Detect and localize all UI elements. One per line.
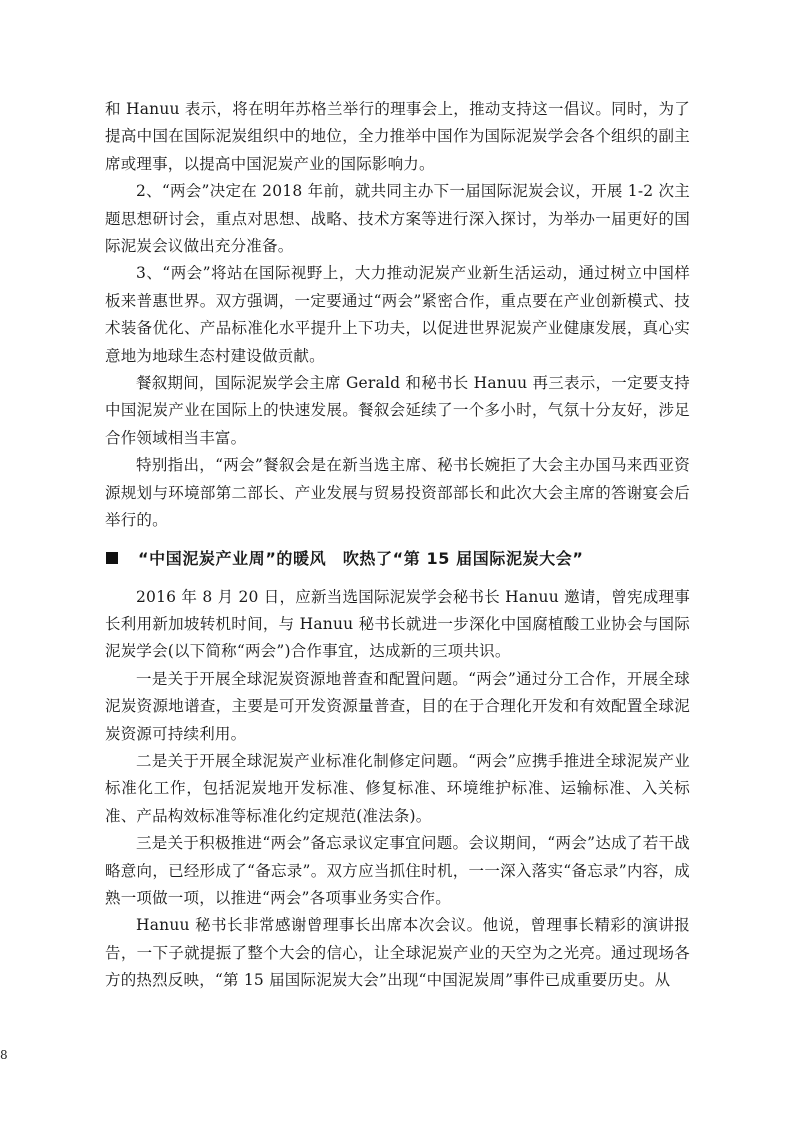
page-body: [105, 96, 690, 995]
paragraph: 2016 年 8 月 20 日，应新当选国际泥炭学会秘书长 Hanuu 邀请，曾宪成理事长利用新加坡转机时间，与 Hanuu 秘书长就进一步深化中国腐植酸工业协会与国际泥炭学会(以下简称“两会”)合作事宜，达成新的三项共识。: [105, 587, 690, 661]
page-number: 8: [0, 1048, 8, 1062]
paragraph: 3、“两会”将站在国际视野上，大力推动泥炭产业新生活运动，通过树立中国样板来普惠世界。双方强调，一定要通过“两会”紧密合作，重点要在产业创新模式、技术装备优化、产品标准化水平提升上下功夫，以促进世界泥炭产业健康发展，真心实意地为地球生态村建设做贡献。: [105, 264, 690, 365]
section-heading: [105, 538, 690, 578]
section-heading-text: “中国泥炭产业周”的暖风 吹热了“第 15 届国际泥炭大会”: [138, 549, 584, 568]
paragraph: 餐叙期间，国际泥炭学会主席 Gerald 和秘书长 Hanuu 再三表示，一定要支持中国泥炭产业在国际上的快速发展。餐叙会延续了一个多小时，气氛十分友好，涉足合作领域相当丰富。: [105, 374, 690, 447]
paragraph: 和 Hanuu 表示，将在明年苏格兰举行的理事会上，推动支持这一倡议。同时，为了提高中国在国际泥炭组织中的地位，全力推举中国作为国际泥炭学会各个组织的副主席或理事，以提高中国泥炭产业的国际影响力。: [105, 100, 690, 173]
paragraph: 二是关于开展全球泥炭产业标准化制修定问题。“两会”应携手推进全球泥炭产业标准化工作，包括泥炭地开发标准、修复标准、环境维护标准、运输标准、入关标准、产品构效标准等标准化约定规范(准法条)。: [105, 751, 690, 825]
paragraph: 一是关于开展全球泥炭资源地普查和配置问题。“两会”通过分工合作，开展全球泥炭资源地谱查，主要是可开发资源量普查，目的在于合理化开发和有效配置全球泥炭资源可持续利用。: [105, 669, 690, 743]
paragraph: 2、“两会”决定在 2018 年前，就共同主办下一届国际泥炭会议，开展 1-2 次主题思想研讨会，重点对思想、战略、技术方案等进行深入探讨，为举办一届更好的国际泥炭会议做出充分准备。: [105, 182, 690, 256]
paragraph: 三是关于积极推进“两会”备忘录议定事宜问题。会议期间，“两会”达成了若干战略意向，已经形成了“备忘录”。双方应当抓住时机，一一深入落实“备忘录”内容，成熟一项做一项，以推进“两会”各项事业务实合作。: [105, 834, 690, 907]
paragraph: Hanuu 秘书长非常感谢曾理事长出席本次会议。他说，曾理事长精彩的演讲报告，一下子就提振了整个大会的信心，让全球泥炭产业的天空为之光亮。通过现场各方的热烈反映，“第 15 届国际泥炭大会”出现“中国泥炭周”事件已成重要历史。从: [105, 916, 690, 990]
black-square-icon: [106, 552, 118, 564]
paragraph: 特别指出，“两会”餐叙会是在新当选主席、秘书长婉拒了大会主办国马来西亚资源规划与环境部第二部长、产业发展与贸易投资部部长和此次大会主席的答谢宴会后举行的。: [105, 456, 690, 530]
